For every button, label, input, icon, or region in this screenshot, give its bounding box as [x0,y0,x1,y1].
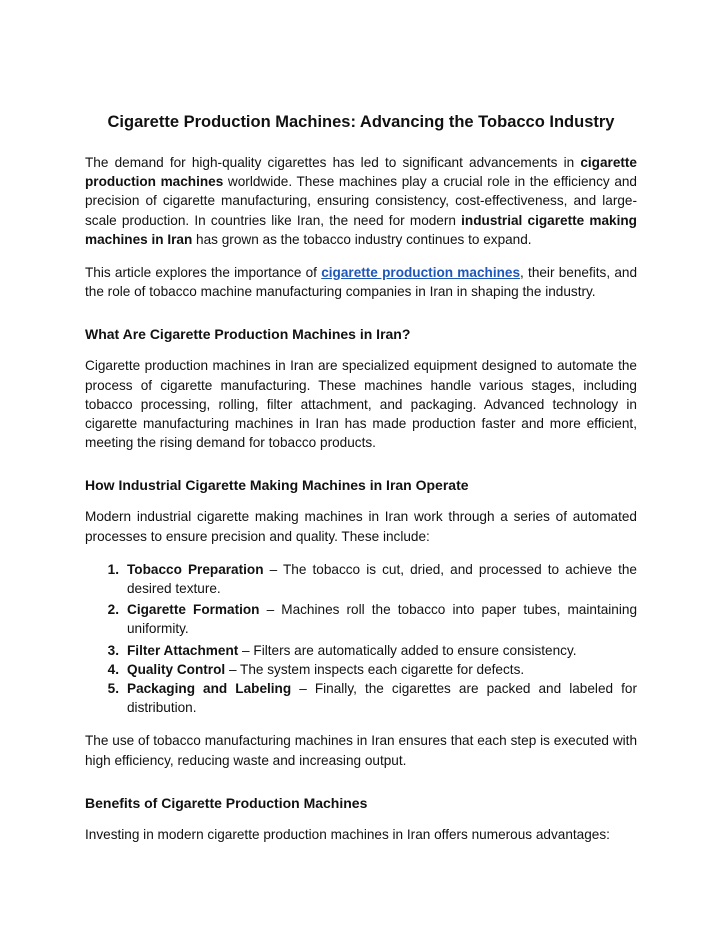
section-closing-how-operate: The use of tobacco manufacturing machines in Iran ensures that each step is executed with high efficiency, reducing waste and increasing output. [85,733,637,768]
step-term: Filter Attachment [127,642,239,658]
intro-paragraph-1 [85,153,637,249]
list-item [85,600,637,638]
step-description: – Finally, the cigarettes are packed and labeled for distribution. [127,681,637,716]
cigarette-production-machines-link[interactable]: cigarette production machines [321,265,521,281]
step-term: Cigarette Formation [127,602,260,618]
bold-text: industrial cigarette making machines in Iran [85,212,637,247]
intro-paragraph-2 [85,263,637,301]
list-item [85,660,637,679]
step-description: – The system inspects each cigarette for defects. [225,661,525,677]
step-description: – The tobacco is cut, dried, and processed to achieve the desired texture. [127,561,637,597]
list-number: 5. [107,681,119,697]
section-heading-benefits: Benefits of Cigarette Production Machines [85,794,368,811]
bold-text: cigarette production machines [85,155,637,190]
section-heading-what-are: What Are Cigarette Production Machines in Iran? [85,326,411,343]
process-steps-list [85,560,637,718]
step-term: Quality Control [127,661,226,677]
list-number: 4. [107,661,119,677]
step-term: Tobacco Preparation [127,561,264,577]
section-heading-how-operate: How Industrial Cigarette Making Machines in Iran Operate [85,477,469,494]
text-run: worldwide. These machines play a crucial role in the efficiency and precision of cigarette manufacturing, ensuring consistency, cost-effectiveness, and large-scale production. In countries like Iran, the need for modern [85,174,637,228]
text-run: The demand for high-quality cigarettes has led to significant advancements in [85,155,581,170]
section-body-benefits: Investing in modern cigarette production machines in Iran offers numerous advantages: [85,826,610,842]
section-body-how-operate: Modern industrial cigarette making machines in Iran work through a series of automated processes to ensure precision and quality. These include: [85,509,637,544]
list-number: 1. [107,561,119,577]
step-term: Packaging and Labeling [127,681,292,697]
document-page [85,112,637,844]
step-description: – Machines roll the tobacco into paper tubes, maintaining uniformity. [127,602,637,637]
list-item [85,641,637,660]
text-run: has grown as the tobacco industry continues to expand. [192,231,532,247]
list-item [85,679,637,717]
text-run: This article explores the importance of [85,265,322,281]
step-description: – Filters are automatically added to ensure consistency. [238,642,577,658]
document-title: Cigarette Production Machines: Advancing the Tobacco Industry [107,113,615,131]
list-item [85,560,637,598]
list-number: 3. [107,642,119,658]
list-number: 2. [107,602,119,618]
section-body-what-are: Cigarette production machines in Iran are specialized equipment designed to automate the process of cigarette manufacturing. These machines handle various stages, including tobacco processing, rolling, filter attachment, and packaging. Advanced technology in cigarette manufacturing machines in Iran has made production faster and more efficient, meeting the rising demand for tobacco products. [85,358,637,451]
text-run: , their benefits, and the role of tobacco machine manufacturing companies in Iran in shaping the industry. [85,265,638,300]
